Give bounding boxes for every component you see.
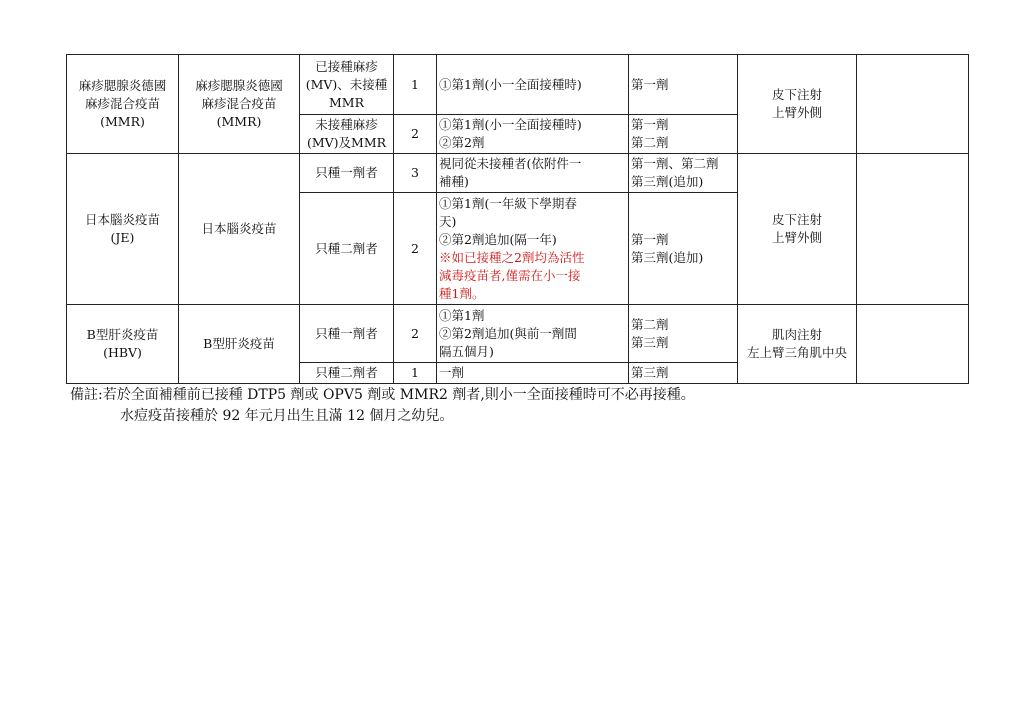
table-row bbox=[67, 305, 969, 363]
note-text: ※如已接種之2劑均為活性 bbox=[439, 249, 585, 265]
grade-dose-cell: 第一劑 第二劑 bbox=[629, 115, 738, 154]
blank-cell bbox=[857, 154, 969, 305]
condition-cell: 只種二劑者 bbox=[300, 193, 394, 305]
condition-cell: 未接種麻疹 (MV)及MMR bbox=[300, 115, 394, 154]
schedule-cell: ①第1劑(小一全面接種時) ②第2劑 bbox=[437, 115, 629, 154]
grade-dose-cell: 第三劑 bbox=[629, 363, 738, 384]
dose-count-cell: 2 bbox=[394, 305, 437, 363]
note-text: 減毒疫苗者,僅需在小一接 bbox=[439, 267, 581, 283]
grade-dose-cell: 第一劑、第二劑 第三劑(追加) bbox=[629, 154, 738, 193]
vaccine-type-cell: B型肝炎疫苗 bbox=[179, 305, 300, 384]
condition-cell: 只種一劑者 bbox=[300, 154, 394, 193]
schedule-cell: ①第1劑(一年級下學期春 天) ②第2劑追加(隔一年) ※如已接種之2劑均為活性 減毒疫苗者,僅需在小一接 種1劑。 bbox=[437, 193, 629, 305]
table-row bbox=[67, 154, 969, 193]
table-row bbox=[67, 55, 969, 115]
condition-cell: 只種二劑者 bbox=[300, 363, 394, 384]
dose-count-cell: 3 bbox=[394, 154, 437, 193]
schedule-cell: ①第1劑 ②第2劑追加(與前一劑間 隔五個月) bbox=[437, 305, 629, 363]
remark-line: 水痘疫苗接種於 92 年元月出生且滿 12 個月之幼兒。 bbox=[120, 408, 454, 424]
blank-cell bbox=[857, 305, 969, 384]
grade-dose-cell: 第二劑 第三劑 bbox=[629, 305, 738, 363]
blank-cell bbox=[857, 55, 969, 154]
remarks bbox=[70, 385, 970, 427]
vaccine-name-cell: 日本腦炎疫苗 (JE) bbox=[67, 154, 179, 305]
dose-count-cell: 1 bbox=[394, 363, 437, 384]
dose-count-cell: 2 bbox=[394, 115, 437, 154]
dose-count-cell: 1 bbox=[394, 55, 437, 115]
dose-count-cell: 2 bbox=[394, 193, 437, 305]
note-text: 種1劑。 bbox=[439, 285, 485, 301]
schedule-cell: ①第1劑(小一全面接種時) bbox=[437, 55, 629, 115]
remark-line: 備註:若於全面補種前已接種 DTP5 劑或 OPV5 劑或 MMR2 劑者,則小一全面接種時可不必再接種。 bbox=[70, 387, 695, 403]
route-cell: 皮下注射 上臂外側 bbox=[738, 154, 857, 305]
grade-dose-cell: 第一劑 bbox=[629, 55, 738, 115]
schedule-cell: 一劑 bbox=[437, 363, 629, 384]
route-cell: 皮下注射 上臂外側 bbox=[738, 55, 857, 154]
grade-dose-cell: 第一劑 第三劑(追加) bbox=[629, 193, 738, 305]
vaccine-name-cell: 麻疹腮腺炎德國 麻疹混合疫苗 (MMR) bbox=[67, 55, 179, 154]
vaccine-type-cell: 日本腦炎疫苗 bbox=[179, 154, 300, 305]
vaccination-schedule-table bbox=[66, 54, 969, 384]
vaccine-type-cell: 麻疹腮腺炎德國 麻疹混合疫苗 (MMR) bbox=[179, 55, 300, 154]
condition-cell: 已接種麻疹 (MV)、未接種 MMR bbox=[300, 55, 394, 115]
schedule-cell: 視同從未接種者(依附件一 補種) bbox=[437, 154, 629, 193]
vaccine-name-cell: B型肝炎疫苗 (HBV) bbox=[67, 305, 179, 384]
route-cell: 肌肉注射 左上臂三角肌中央 bbox=[738, 305, 857, 384]
condition-cell: 只種一劑者 bbox=[300, 305, 394, 363]
